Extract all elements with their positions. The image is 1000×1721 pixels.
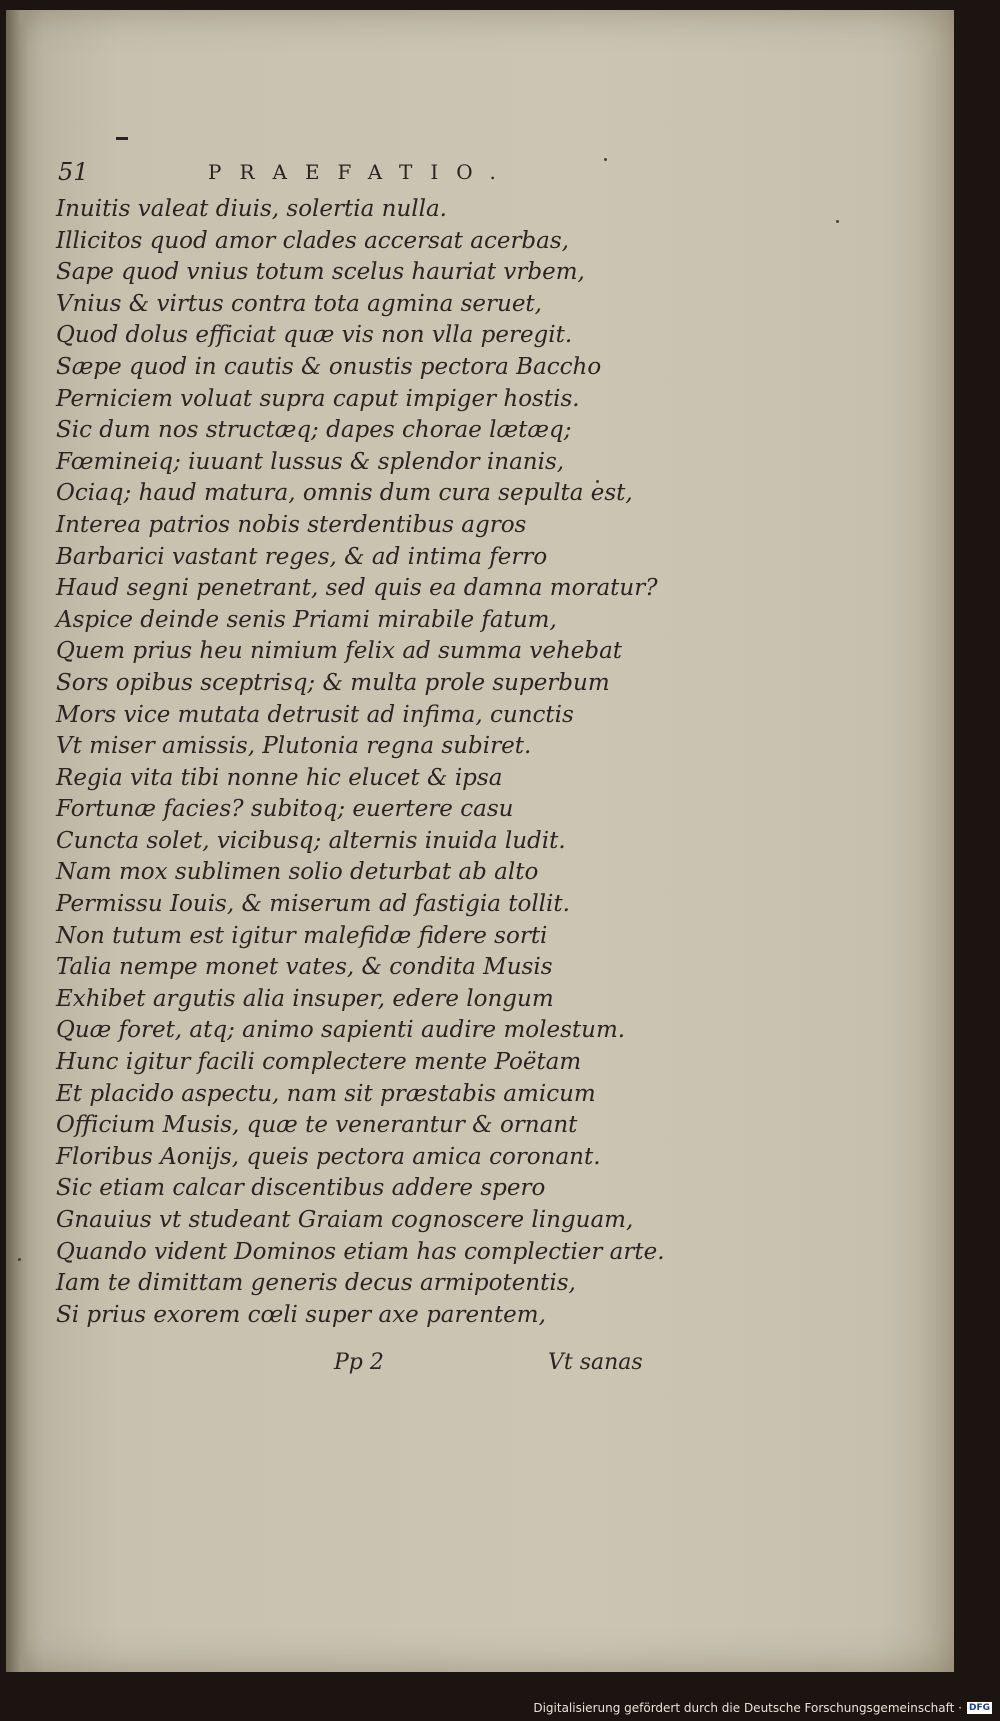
verse-line: Si prius exorem cœli super axe parentem, [56, 1301, 546, 1328]
verse-line: Mors vice mutata detrusit ad infima, cunctis [56, 701, 574, 728]
verse-line: Quæ foret, atq; animo sapienti audire molestum. [56, 1017, 626, 1044]
book-page [6, 10, 954, 1672]
verse-line: Illicitos quod amor clades accersat acerbas, [56, 227, 569, 254]
verse-line: Perniciem voluat supra caput impiger hostis. [56, 385, 580, 412]
verse-line: Vt miser amissis, Plutonia regna subiret. [56, 733, 532, 760]
verse-line: Cuncta solet, vicibusq; alternis inuida ludit. [56, 827, 566, 854]
verse-block [56, 194, 676, 1331]
catchword: Vt sanas [548, 1350, 643, 1375]
ink-mark [116, 137, 128, 140]
page-gutter [6, 10, 28, 1672]
running-head: PRAEFATIO. [208, 160, 514, 184]
verse-line: Sors opibus sceptrisq; & multa prole superbum [56, 669, 610, 696]
verse-line: Interea patrios nobis sterdentibus agros [56, 511, 527, 538]
verse-line: Nam mox sublimen solio deturbat ab alto [56, 859, 539, 886]
digitization-credit [533, 1701, 992, 1715]
verse-line: Barbarici vastant reges, & ad intima ferro [56, 543, 548, 570]
verse-line: Iam te dimittam generis decus armipotentis, [56, 1270, 576, 1297]
verse-line: Exhibet argutis alia insuper, edere longum [56, 985, 554, 1012]
verse-line: Sic etiam calcar discentibus addere spero [56, 1175, 546, 1202]
verse-line: Fortunæ facies? subitoq; euertere casu [56, 796, 514, 823]
verse-line: Sape quod vnius totum scelus hauriat vrbem, [56, 259, 585, 286]
verse-line: Regia vita tibi nonne hic elucet & ipsa [56, 764, 503, 791]
verse-line: Officium Musis, quæ te venerantur & ornant [56, 1112, 578, 1139]
verse-line: Quod dolus efficiat quæ vis non vlla peregit. [56, 322, 573, 349]
verse-line: Quando vident Dominos etiam has complectier arte. [56, 1238, 665, 1265]
verse-line: Floribus Aonijs, queis pectora amica coronant. [56, 1143, 601, 1170]
verse-line: Inuitis valeat diuis, solertia nulla. [56, 196, 447, 222]
verse-line: Permissu Iouis, & miserum ad fastigia tollit. [56, 891, 570, 918]
verse-line: Sæpe quod in cautis & onustis pectora Baccho [56, 353, 602, 380]
verse-line: Gnauius vt studeant Graiam cognoscere linguam, [56, 1207, 634, 1233]
ink-speck [836, 220, 839, 223]
verse-line: Non tutum est igitur malefidæ fidere sorti [56, 922, 548, 949]
verse-line: Haud segni penetrant, sed quis ea damna moratur? [56, 575, 658, 602]
verse-line: Vnius & virtus contra tota agmina seruet, [56, 290, 542, 317]
verse-line: Fœmineiq; iuuant lussus & splendor inanis, [56, 448, 565, 475]
credit-text: Digitalisierung gefördert durch die Deutsche Forschungsgemeinschaft · [533, 1701, 962, 1715]
dfg-logo: DFG [968, 1703, 990, 1713]
verse-line: Talia nempe monet vates, & condita Musis [56, 954, 553, 981]
verse-line: Aspice deinde senis Priami mirabile fatum, [56, 606, 557, 633]
ink-speck [604, 158, 607, 161]
verse-line: Sic dum nos structæq; dapes chorae lætæq; [56, 417, 572, 444]
ink-speck [18, 1258, 21, 1261]
verse-line: Et placido aspectu, nam sit præstabis amicum [56, 1080, 596, 1107]
verse-line: Quem prius heu nimium felix ad summa vehebat [56, 638, 623, 665]
signature-mark: Pp 2 [334, 1350, 384, 1375]
verse-line: Hunc igitur facili complectere mente Poëtam [56, 1049, 582, 1076]
verse-line: Ociaq; haud matura, omnis dum cura sepulta est, [56, 480, 633, 507]
page-number: 51 [58, 158, 89, 186]
